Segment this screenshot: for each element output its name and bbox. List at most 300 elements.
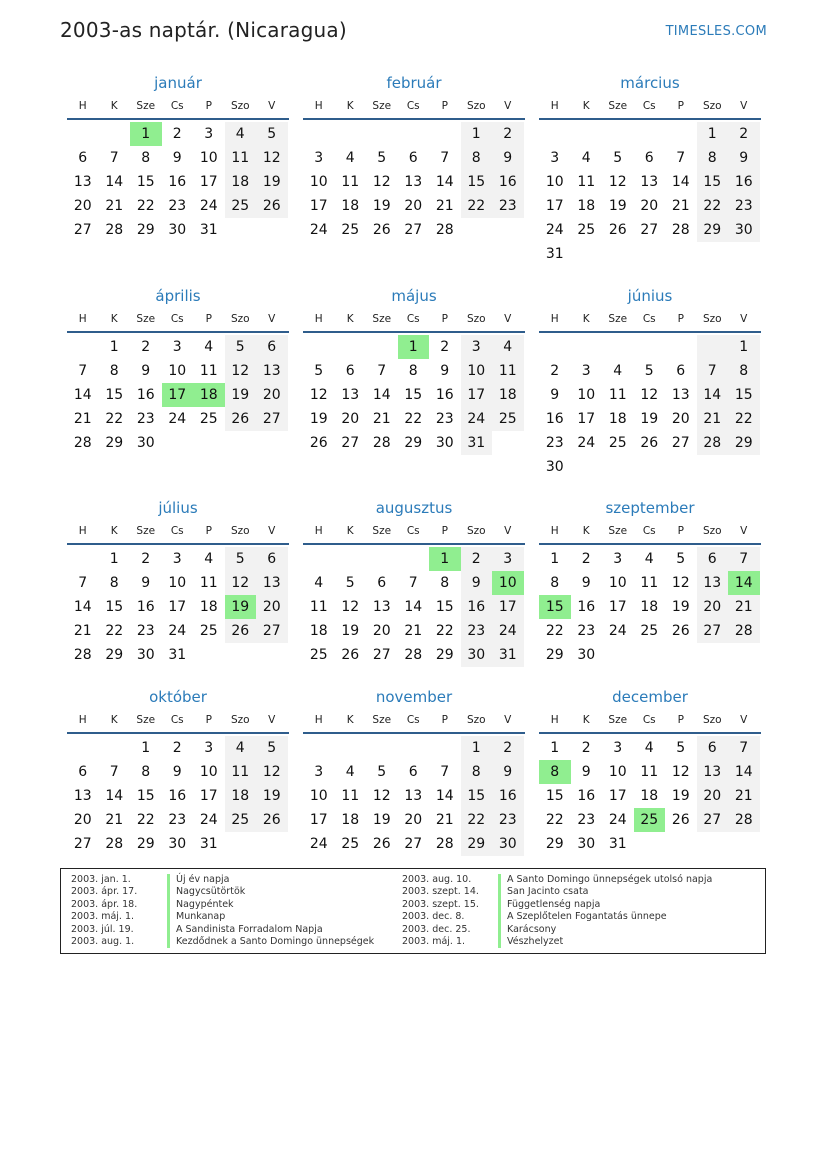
day-cell: 22 xyxy=(545,623,564,639)
weekday-label: P xyxy=(677,714,684,726)
day-cell: 3 xyxy=(613,740,623,756)
day-cell: 16 xyxy=(492,784,524,808)
day-cell: 6 xyxy=(676,363,686,379)
day-cell: 25 xyxy=(225,194,257,218)
day-cell: 18 xyxy=(199,599,218,615)
day-cell: 26 xyxy=(256,808,288,832)
day-grid xyxy=(539,122,761,266)
day-cell: 27 xyxy=(404,836,423,852)
day-cell: 12 xyxy=(640,387,659,403)
empty-day-cell xyxy=(335,335,367,359)
day-cell: 30 xyxy=(545,459,564,475)
month-calendar xyxy=(67,285,289,455)
day-cell: 5 xyxy=(377,150,387,166)
day-grid xyxy=(303,335,525,455)
empty-day-cell xyxy=(193,643,225,667)
day-cell: 26 xyxy=(671,812,690,828)
holiday-row xyxy=(402,936,712,948)
day-cell: 2 xyxy=(728,122,760,146)
day-cell: 8 xyxy=(141,150,151,166)
empty-day-cell xyxy=(697,455,729,479)
day-cell: 25 xyxy=(225,808,257,832)
day-cell: 2 xyxy=(581,740,591,756)
day-cell: 7 xyxy=(697,359,729,383)
day-cell: 7 xyxy=(109,150,119,166)
weekday-label: Szo xyxy=(230,525,250,537)
day-cell: 13 xyxy=(73,174,92,190)
weekday-label: K xyxy=(582,525,590,537)
day-cell: 9 xyxy=(581,764,591,780)
holiday-row xyxy=(71,886,374,898)
day-cell: 23 xyxy=(136,623,155,639)
day-cell: 25 xyxy=(341,222,360,238)
holiday-row xyxy=(402,911,712,923)
weekday-header xyxy=(303,708,525,734)
empty-day-cell xyxy=(429,736,461,760)
month-calendar xyxy=(67,686,289,856)
day-cell: 27 xyxy=(671,435,690,451)
day-cell: 5 xyxy=(377,764,387,780)
day-cell: 6 xyxy=(408,150,418,166)
day-cell: 9 xyxy=(440,363,450,379)
day-cell: 31 xyxy=(492,643,524,667)
empty-day-cell xyxy=(225,431,257,455)
weekday-label: Sze xyxy=(372,100,392,112)
day-grid xyxy=(539,736,761,856)
day-cell: 11 xyxy=(199,363,218,379)
day-cell: 5 xyxy=(225,547,257,571)
day-cell: 17 xyxy=(162,383,194,407)
weekday-label: Cs xyxy=(642,714,656,726)
day-cell: 1 xyxy=(109,551,119,567)
day-cell: 7 xyxy=(377,363,387,379)
day-cell: 19 xyxy=(256,170,288,194)
empty-day-cell xyxy=(634,643,666,667)
weekday-label: Szo xyxy=(702,714,722,726)
empty-day-cell xyxy=(634,242,666,266)
holiday-name: A Sandinista Forradalom Napja xyxy=(167,924,323,936)
day-cell: 2 xyxy=(461,547,493,571)
holiday-row xyxy=(71,936,374,948)
day-cell: 6 xyxy=(345,363,355,379)
weekday-label: Sze xyxy=(136,714,156,726)
day-cell: 5 xyxy=(676,740,686,756)
weekday-header xyxy=(303,94,525,120)
day-grid xyxy=(67,335,289,455)
holiday-row xyxy=(402,924,712,936)
weekday-label: Szo xyxy=(466,714,486,726)
day-cell: 8 xyxy=(109,363,119,379)
day-cell: 15 xyxy=(404,387,423,403)
day-cell: 29 xyxy=(697,218,729,242)
day-cell: 3 xyxy=(204,126,214,142)
empty-day-cell xyxy=(99,736,131,760)
day-cell: 23 xyxy=(492,808,524,832)
day-cell: 4 xyxy=(492,335,524,359)
day-cell: 26 xyxy=(225,619,257,643)
weekday-label: P xyxy=(441,525,448,537)
empty-day-cell xyxy=(193,431,225,455)
day-cell: 14 xyxy=(435,788,454,804)
day-cell: 10 xyxy=(545,174,564,190)
day-cell: 11 xyxy=(225,146,257,170)
weekday-label: H xyxy=(314,525,323,537)
weekday-header xyxy=(539,307,761,333)
weekday-label: H xyxy=(78,714,87,726)
empty-day-cell xyxy=(225,832,257,856)
day-cell: 28 xyxy=(671,222,690,238)
empty-day-cell xyxy=(366,122,398,146)
day-cell: 30 xyxy=(168,836,187,852)
day-cell: 3 xyxy=(550,150,560,166)
day-cell: 18 xyxy=(640,599,659,615)
day-cell: 28 xyxy=(105,836,124,852)
day-cell: 24 xyxy=(608,623,627,639)
day-cell: 22 xyxy=(435,623,454,639)
day-cell: 29 xyxy=(435,647,454,663)
weekday-header xyxy=(67,519,289,545)
day-cell: 5 xyxy=(613,150,623,166)
day-cell: 19 xyxy=(225,595,257,619)
day-cell: 30 xyxy=(168,222,187,238)
day-cell: 28 xyxy=(105,222,124,238)
weekday-label: V xyxy=(504,525,512,537)
empty-day-cell xyxy=(256,643,288,667)
day-cell: 13 xyxy=(697,571,729,595)
weekday-label: Sze xyxy=(136,313,156,325)
empty-day-cell xyxy=(665,122,697,146)
empty-day-cell xyxy=(225,643,257,667)
day-cell: 30 xyxy=(728,218,760,242)
day-cell: 30 xyxy=(136,435,155,451)
day-cell: 3 xyxy=(492,547,524,571)
day-cell: 2 xyxy=(141,551,151,567)
day-cell: 24 xyxy=(168,623,187,639)
day-cell: 31 xyxy=(199,836,218,852)
day-cell: 7 xyxy=(78,575,88,591)
day-cell: 14 xyxy=(728,571,760,595)
month-name: július xyxy=(158,499,198,517)
day-cell: 9 xyxy=(492,760,524,784)
day-cell: 9 xyxy=(172,764,182,780)
empty-day-cell xyxy=(634,335,666,359)
day-cell: 1 xyxy=(109,339,119,355)
day-cell: 25 xyxy=(608,435,627,451)
weekday-header xyxy=(303,519,525,545)
weekday-label: V xyxy=(268,525,276,537)
weekday-label: Sze xyxy=(608,100,628,112)
day-cell: 11 xyxy=(640,764,659,780)
month-calendar xyxy=(539,72,761,266)
day-cell: 19 xyxy=(640,411,659,427)
day-cell: 13 xyxy=(372,599,391,615)
day-cell: 10 xyxy=(199,764,218,780)
empty-day-cell xyxy=(366,736,398,760)
day-cell: 30 xyxy=(136,647,155,663)
weekday-label: H xyxy=(550,100,559,112)
holiday-date: 2003. ápr. 17. xyxy=(71,886,138,898)
weekday-label: H xyxy=(78,525,87,537)
day-cell: 15 xyxy=(136,788,155,804)
weekday-label: Sze xyxy=(372,714,392,726)
weekday-label: V xyxy=(740,100,748,112)
empty-day-cell xyxy=(335,547,367,571)
weekday-header xyxy=(539,519,761,545)
day-grid xyxy=(303,736,525,856)
day-cell: 9 xyxy=(172,150,182,166)
month-calendar xyxy=(303,285,525,455)
day-cell: 6 xyxy=(644,150,654,166)
holiday-row xyxy=(71,911,374,923)
day-cell: 10 xyxy=(168,575,187,591)
day-cell: 14 xyxy=(728,760,760,784)
day-cell: 3 xyxy=(461,335,493,359)
holiday-name: Munkanap xyxy=(167,911,225,923)
day-cell: 16 xyxy=(577,788,596,804)
day-cell: 11 xyxy=(608,387,627,403)
empty-day-cell xyxy=(492,218,524,242)
day-cell: 30 xyxy=(461,643,493,667)
day-cell: 11 xyxy=(577,174,596,190)
day-cell: 25 xyxy=(199,411,218,427)
day-cell: 3 xyxy=(172,339,182,355)
day-cell: 10 xyxy=(608,575,627,591)
day-cell: 14 xyxy=(105,174,124,190)
day-cell: 27 xyxy=(73,222,92,238)
weekday-label: H xyxy=(314,313,323,325)
day-cell: 13 xyxy=(256,359,288,383)
day-cell: 24 xyxy=(492,619,524,643)
weekday-label: Sze xyxy=(608,525,628,537)
day-cell: 10 xyxy=(309,174,328,190)
day-cell: 13 xyxy=(73,788,92,804)
holiday-name: Függetlenség napja xyxy=(498,899,600,911)
day-cell: 2 xyxy=(492,122,524,146)
day-cell: 19 xyxy=(225,383,257,407)
brand-link[interactable]: TIMESLES.COM xyxy=(665,24,767,39)
weekday-label: K xyxy=(110,313,118,325)
day-cell: 21 xyxy=(697,407,729,431)
day-cell: 20 xyxy=(256,595,288,619)
day-cell: 17 xyxy=(461,383,493,407)
day-cell: 17 xyxy=(492,595,524,619)
day-cell: 27 xyxy=(697,808,729,832)
weekday-label: Sze xyxy=(608,313,628,325)
day-cell: 27 xyxy=(640,222,659,238)
day-cell: 1 xyxy=(398,335,430,359)
day-cell: 7 xyxy=(728,547,760,571)
weekday-label: V xyxy=(268,714,276,726)
holiday-date: 2003. szept. 14. xyxy=(402,886,479,898)
day-cell: 8 xyxy=(728,359,760,383)
day-cell: 2 xyxy=(440,339,450,355)
empty-day-cell xyxy=(303,736,335,760)
day-cell: 25 xyxy=(341,836,360,852)
day-cell: 21 xyxy=(105,198,124,214)
empty-day-cell xyxy=(398,122,430,146)
day-grid xyxy=(539,547,761,667)
day-cell: 27 xyxy=(256,407,288,431)
day-cell: 17 xyxy=(545,198,564,214)
month-name: május xyxy=(391,287,437,305)
day-cell: 12 xyxy=(309,387,328,403)
weekday-label: Cs xyxy=(406,100,420,112)
day-cell: 28 xyxy=(404,647,423,663)
day-grid xyxy=(303,547,525,667)
day-cell: 4 xyxy=(644,740,654,756)
weekday-label: Szo xyxy=(466,525,486,537)
holiday-name: Kezdődnek a Santo Domingo ünnepségek xyxy=(167,936,374,948)
empty-day-cell xyxy=(697,242,729,266)
weekday-label: H xyxy=(78,100,87,112)
weekday-header xyxy=(303,307,525,333)
day-cell: 25 xyxy=(577,222,596,238)
weekday-label: P xyxy=(205,313,212,325)
empty-day-cell xyxy=(728,455,760,479)
day-cell: 19 xyxy=(608,198,627,214)
day-cell: 25 xyxy=(492,407,524,431)
month-name: november xyxy=(375,688,453,706)
day-cell: 11 xyxy=(199,575,218,591)
holiday-row xyxy=(402,899,712,911)
day-cell: 10 xyxy=(168,363,187,379)
day-cell: 6 xyxy=(78,764,88,780)
day-cell: 8 xyxy=(109,575,119,591)
day-cell: 5 xyxy=(256,122,288,146)
weekday-header xyxy=(67,307,289,333)
day-cell: 21 xyxy=(73,411,92,427)
day-cell: 22 xyxy=(728,407,760,431)
weekday-label: H xyxy=(78,313,87,325)
day-cell: 6 xyxy=(408,764,418,780)
day-cell: 30 xyxy=(577,647,596,663)
empty-day-cell xyxy=(398,736,430,760)
day-cell: 10 xyxy=(199,150,218,166)
day-cell: 21 xyxy=(73,623,92,639)
holiday-name: Új év napja xyxy=(167,874,229,886)
empty-day-cell xyxy=(225,218,257,242)
day-cell: 22 xyxy=(697,194,729,218)
empty-day-cell xyxy=(571,335,603,359)
weekday-label: Cs xyxy=(406,525,420,537)
weekday-header xyxy=(67,708,289,734)
weekday-label: V xyxy=(740,714,748,726)
day-cell: 29 xyxy=(136,836,155,852)
day-cell: 11 xyxy=(225,760,257,784)
holiday-name: Nagypéntek xyxy=(167,899,234,911)
holiday-row xyxy=(402,886,712,898)
day-cell: 12 xyxy=(608,174,627,190)
day-cell: 9 xyxy=(581,575,591,591)
day-cell: 14 xyxy=(697,383,729,407)
day-cell: 15 xyxy=(136,174,155,190)
holiday-date: 2003. máj. 1. xyxy=(71,911,135,923)
day-cell: 10 xyxy=(577,387,596,403)
weekday-label: Szo xyxy=(230,100,250,112)
day-cell: 15 xyxy=(539,595,571,619)
day-cell: 9 xyxy=(141,575,151,591)
holiday-date: 2003. dec. 8. xyxy=(402,911,465,923)
day-cell: 17 xyxy=(309,812,328,828)
holiday-row xyxy=(402,874,712,886)
empty-day-cell xyxy=(429,122,461,146)
day-cell: 20 xyxy=(73,198,92,214)
day-cell: 13 xyxy=(404,174,423,190)
day-cell: 24 xyxy=(461,407,493,431)
month-name: február xyxy=(386,74,442,92)
day-cell: 18 xyxy=(608,411,627,427)
day-cell: 12 xyxy=(372,174,391,190)
weekday-label: P xyxy=(677,525,684,537)
day-cell: 28 xyxy=(372,435,391,451)
weekday-label: Cs xyxy=(406,313,420,325)
day-cell: 5 xyxy=(314,363,324,379)
day-cell: 28 xyxy=(73,435,92,451)
weekday-label: K xyxy=(110,100,118,112)
day-cell: 16 xyxy=(461,595,493,619)
day-cell: 21 xyxy=(372,411,391,427)
day-cell: 31 xyxy=(545,246,564,262)
day-cell: 2 xyxy=(492,736,524,760)
day-cell: 7 xyxy=(408,575,418,591)
empty-day-cell xyxy=(697,643,729,667)
weekday-label: K xyxy=(582,313,590,325)
weekday-label: P xyxy=(677,313,684,325)
weekday-label: P xyxy=(441,714,448,726)
day-cell: 18 xyxy=(193,383,225,407)
day-cell: 24 xyxy=(608,812,627,828)
month-calendar xyxy=(303,72,525,242)
empty-day-cell xyxy=(634,455,666,479)
weekday-header xyxy=(539,94,761,120)
day-cell: 17 xyxy=(168,599,187,615)
empty-day-cell xyxy=(256,218,288,242)
day-cell: 16 xyxy=(577,599,596,615)
day-cell: 26 xyxy=(372,222,391,238)
day-cell: 9 xyxy=(141,363,151,379)
day-cell: 23 xyxy=(577,623,596,639)
weekday-label: V xyxy=(740,525,748,537)
day-cell: 6 xyxy=(256,547,288,571)
empty-day-cell xyxy=(67,736,99,760)
day-cell: 2 xyxy=(141,339,151,355)
day-cell: 15 xyxy=(105,599,124,615)
empty-day-cell xyxy=(303,547,335,571)
weekday-label: K xyxy=(346,525,354,537)
weekday-label: Cs xyxy=(170,714,184,726)
day-cell: 12 xyxy=(256,760,288,784)
day-cell: 8 xyxy=(408,363,418,379)
day-cell: 11 xyxy=(341,174,360,190)
day-cell: 24 xyxy=(577,435,596,451)
day-cell: 10 xyxy=(309,788,328,804)
empty-day-cell xyxy=(366,547,398,571)
day-cell: 22 xyxy=(105,411,124,427)
day-cell: 9 xyxy=(492,146,524,170)
day-cell: 28 xyxy=(728,808,760,832)
day-cell: 15 xyxy=(435,599,454,615)
weekday-label: P xyxy=(441,313,448,325)
day-cell: 21 xyxy=(435,812,454,828)
empty-day-cell xyxy=(697,832,729,856)
day-cell: 2 xyxy=(581,551,591,567)
empty-day-cell xyxy=(366,335,398,359)
day-cell: 27 xyxy=(341,435,360,451)
day-cell: 4 xyxy=(613,363,623,379)
weekday-label: V xyxy=(504,100,512,112)
month-calendar xyxy=(303,686,525,856)
day-cell: 25 xyxy=(309,647,328,663)
